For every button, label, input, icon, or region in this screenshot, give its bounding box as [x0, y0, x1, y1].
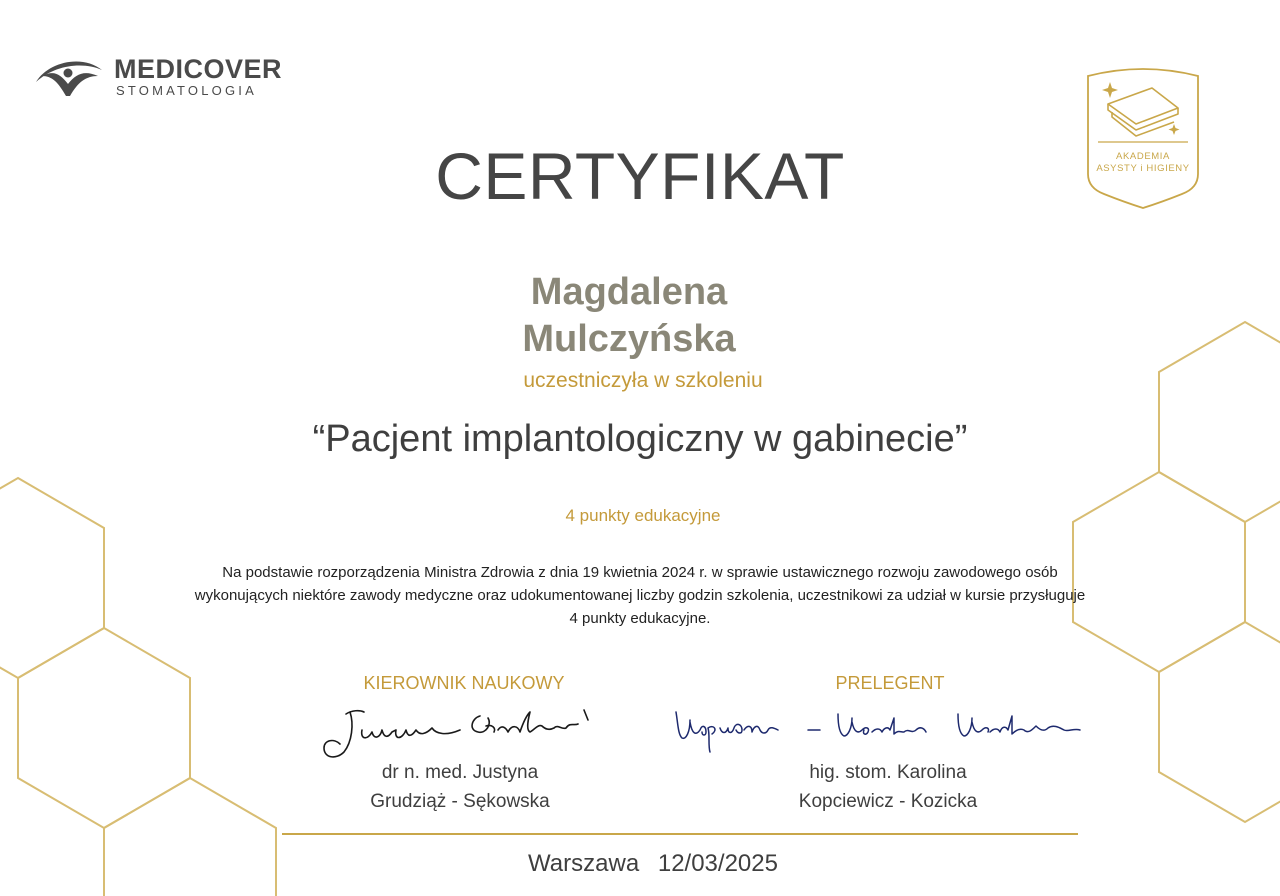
scientific-director-name	[330, 758, 590, 816]
place-and-date	[0, 850, 1280, 878]
scientific-director-name-line1: dr n. med. Justyna	[381, 762, 539, 783]
medicover-logo	[32, 48, 292, 104]
lecturer-role: PRELEGENT	[835, 673, 945, 693]
legal-basis-text: Na podstawie rozporządzenia Ministra Zdrowia z dnia 19 kwietnia 2024 r. w sprawie ustawicznego rozwoju zawodowego osób wykonujących niektóre zawody medyczne oraz udokumentowanej liczby godzin szkolenia, uczestnikowi za udział w kursie przysługuje 4 punkty edukacyjne.	[194, 564, 1086, 627]
logo-brand-text: MEDICOVER	[114, 54, 283, 84]
lecturer-name	[756, 758, 1020, 816]
recipient-first-name: Magdalena	[530, 271, 728, 313]
course-title: “Pacjent implantologiczny w gabinecie”	[312, 418, 968, 460]
certificate-title: CERTYFIKAT	[435, 139, 845, 213]
medicover-logo-mark-icon	[32, 48, 106, 100]
lecturer-signature	[668, 700, 1098, 760]
footer-city: Warszawa	[528, 850, 640, 877]
footer-date: 12/03/2025	[657, 850, 778, 877]
scientific-director-signature	[316, 700, 606, 766]
participation-text: uczestniczyła w szkoleniu	[523, 369, 763, 392]
footer-divider	[282, 833, 1078, 835]
scientific-director-role: KIEROWNIK NAUKOWY	[363, 673, 565, 693]
lecturer-name-line1: hig. stom. Karolina	[809, 762, 967, 783]
logo-subtitle-text: STOMATOLOGIA	[116, 83, 257, 98]
badge-text-line1: AKADEMIA	[1116, 151, 1170, 162]
recipient-last-name: Mulczyńska	[522, 318, 736, 360]
education-points: 4 punkty edukacyjne	[565, 506, 721, 525]
scientific-director-name-line2: Grudziąż - Sękowska	[370, 791, 550, 812]
badge-text-line2: ASYSTY i HIGIENY	[1096, 163, 1190, 174]
lecturer-name-line2: Kopciewicz - Kozicka	[798, 791, 978, 812]
